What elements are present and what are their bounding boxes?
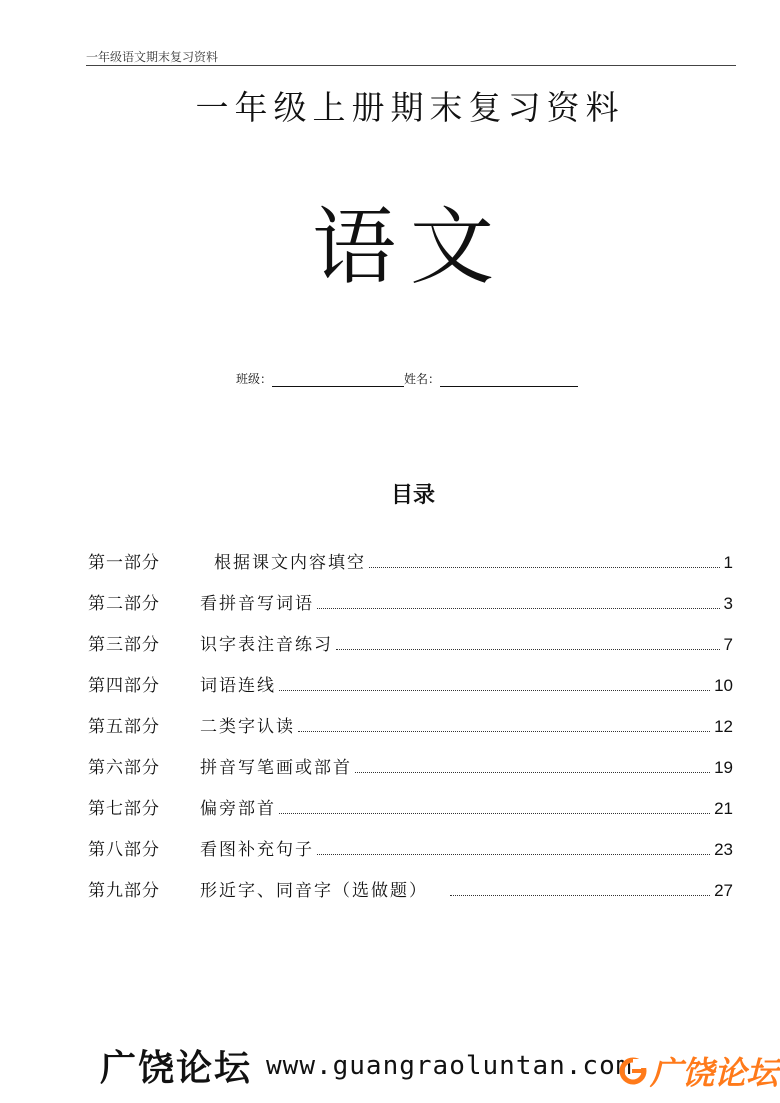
subject-title: 语文 — [311, 198, 508, 296]
footer-url[interactable]: www.guangraoluntan.com — [266, 1050, 633, 1081]
toc-title: 形近字、同音字（选做题） — [200, 881, 428, 901]
toc-leader — [369, 567, 720, 568]
toc-title: 看图补充句子 — [200, 840, 314, 860]
toc-leader — [279, 690, 710, 691]
toc-entry[interactable] — [88, 704, 733, 745]
class-label: 班级： — [236, 372, 273, 386]
class-field[interactable] — [272, 372, 404, 387]
toc-part: 第七部分 — [88, 799, 160, 819]
name-field[interactable] — [440, 372, 578, 387]
name-label: 姓名： — [404, 372, 441, 386]
toc-part: 第二部分 — [88, 594, 160, 614]
toc-page: 10 — [714, 676, 733, 695]
table-of-contents — [88, 540, 733, 909]
toc-page: 7 — [723, 635, 733, 654]
logo-text: 广饶论坛 — [650, 1054, 779, 1092]
toc-part: 第五部分 — [88, 717, 160, 737]
g-logo-icon — [618, 1056, 648, 1086]
toc-entry[interactable] — [88, 786, 733, 827]
toc-part: 第六部分 — [88, 758, 160, 778]
toc-title: 识字表注音练习 — [200, 635, 333, 655]
toc-part: 第四部分 — [88, 676, 160, 696]
toc-part: 第一部分 — [88, 553, 160, 573]
toc-leader — [317, 608, 720, 609]
toc-leader — [355, 772, 710, 773]
toc-page: 12 — [714, 717, 733, 736]
toc-title: 看拼音写词语 — [200, 594, 314, 614]
toc-title: 拼音写笔画或部首 — [200, 758, 352, 778]
toc-leader — [317, 854, 710, 855]
header-rule — [86, 65, 736, 66]
toc-part: 第九部分 — [88, 881, 160, 901]
toc-entry[interactable] — [88, 745, 733, 786]
toc-leader — [279, 813, 710, 814]
toc-page: 19 — [714, 758, 733, 777]
toc-page: 23 — [714, 840, 733, 859]
toc-title: 根据课文内容填空 — [214, 553, 366, 573]
toc-page: 27 — [714, 881, 733, 900]
toc-leader — [298, 731, 710, 732]
student-info — [236, 370, 578, 387]
toc-page: 1 — [723, 553, 733, 572]
toc-entry[interactable] — [88, 868, 733, 909]
toc-entry[interactable] — [88, 827, 733, 868]
toc-title: 词语连线 — [200, 676, 276, 696]
toc-leader — [336, 649, 720, 650]
brand-logo — [618, 1048, 778, 1094]
toc-part: 第三部分 — [88, 635, 160, 655]
toc-heading: 目录 — [390, 483, 435, 508]
toc-page: 21 — [714, 799, 733, 818]
footer — [100, 1040, 632, 1091]
toc-entry[interactable] — [88, 540, 733, 581]
footer-brand: 广饶论坛 — [100, 1048, 253, 1089]
toc-title: 二类字认读 — [200, 717, 295, 737]
toc-part: 第八部分 — [88, 840, 160, 860]
document-title: 一年级上册期末复习资料 — [195, 88, 625, 127]
toc-leader — [450, 895, 710, 896]
toc-title: 偏旁部首 — [200, 799, 276, 819]
toc-entry[interactable] — [88, 663, 733, 704]
running-header: 一年级语文期末复习资料 — [86, 50, 219, 64]
toc-page: 3 — [723, 594, 733, 613]
toc-entry[interactable] — [88, 581, 733, 622]
toc-entry[interactable] — [88, 622, 733, 663]
